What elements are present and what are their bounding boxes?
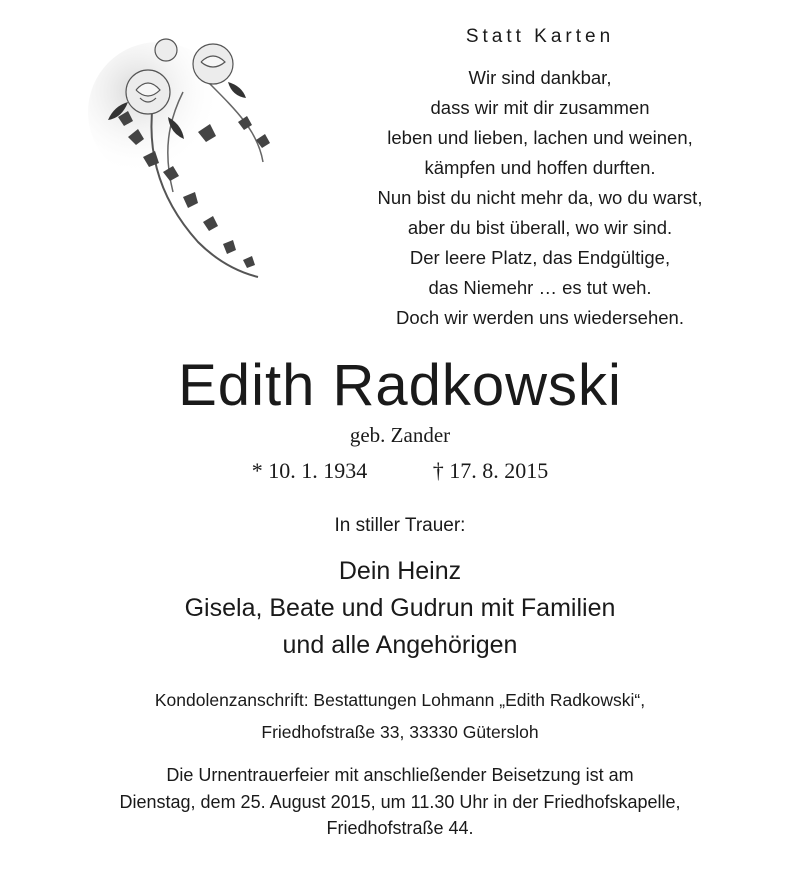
- poem: [330, 63, 750, 333]
- poem-line: dass wir mit dir zusammen: [430, 97, 650, 118]
- mourner-line: Dein Heinz: [338, 557, 462, 585]
- ceremony-line: Friedhofstraße 44.: [326, 818, 474, 838]
- condolence-address: [0, 684, 800, 748]
- deceased-name: Edith Radkowski: [178, 353, 622, 418]
- mourning-label: In stiller Trauer:: [334, 515, 466, 536]
- life-dates: [0, 458, 800, 484]
- poem-line: Doch wir werden uns wiedersehen.: [396, 307, 684, 328]
- rose-bouquet-icon: [88, 22, 308, 282]
- ceremony-line: Die Urnentrauerfeier mit anschließender Beisetzung ist am: [166, 765, 634, 785]
- mourners-list: [0, 553, 800, 664]
- poem-line: das Niemehr … es tut weh.: [428, 277, 652, 298]
- mourner-line: Gisela, Beate und Gudrun mit Familien: [184, 594, 616, 622]
- mourner-line: und alle Angehörigen: [282, 631, 518, 659]
- poem-line: aber du bist überall, wo wir sind.: [407, 217, 673, 238]
- condolence-line: Kondolenzanschrift: Bestattungen Lohmann „Edith Radkowski“,: [154, 690, 646, 710]
- death-date: † 17. 8. 2015: [432, 458, 549, 483]
- ceremony-info: [0, 762, 800, 842]
- poem-line: Wir sind dankbar,: [468, 67, 612, 88]
- ceremony-line: Dienstag, dem 25. August 2015, um 11.30 Uhr in der Friedhofskapelle,: [119, 791, 681, 812]
- header-title: Statt Karten: [465, 26, 615, 47]
- condolence-line: Friedhofstraße 33, 33330 Gütersloh: [261, 722, 539, 742]
- poem-line: Nun bist du nicht mehr da, wo du warst,: [377, 187, 703, 208]
- poem-line: Der leere Platz, das Endgültige,: [409, 247, 671, 268]
- birth-date: * 10. 1. 1934: [251, 458, 368, 483]
- birth-name: geb. Zander: [349, 423, 451, 447]
- poem-line: kämpfen und hoffen durften.: [424, 157, 656, 178]
- poem-line: leben und lieben, lachen und weinen,: [387, 127, 693, 148]
